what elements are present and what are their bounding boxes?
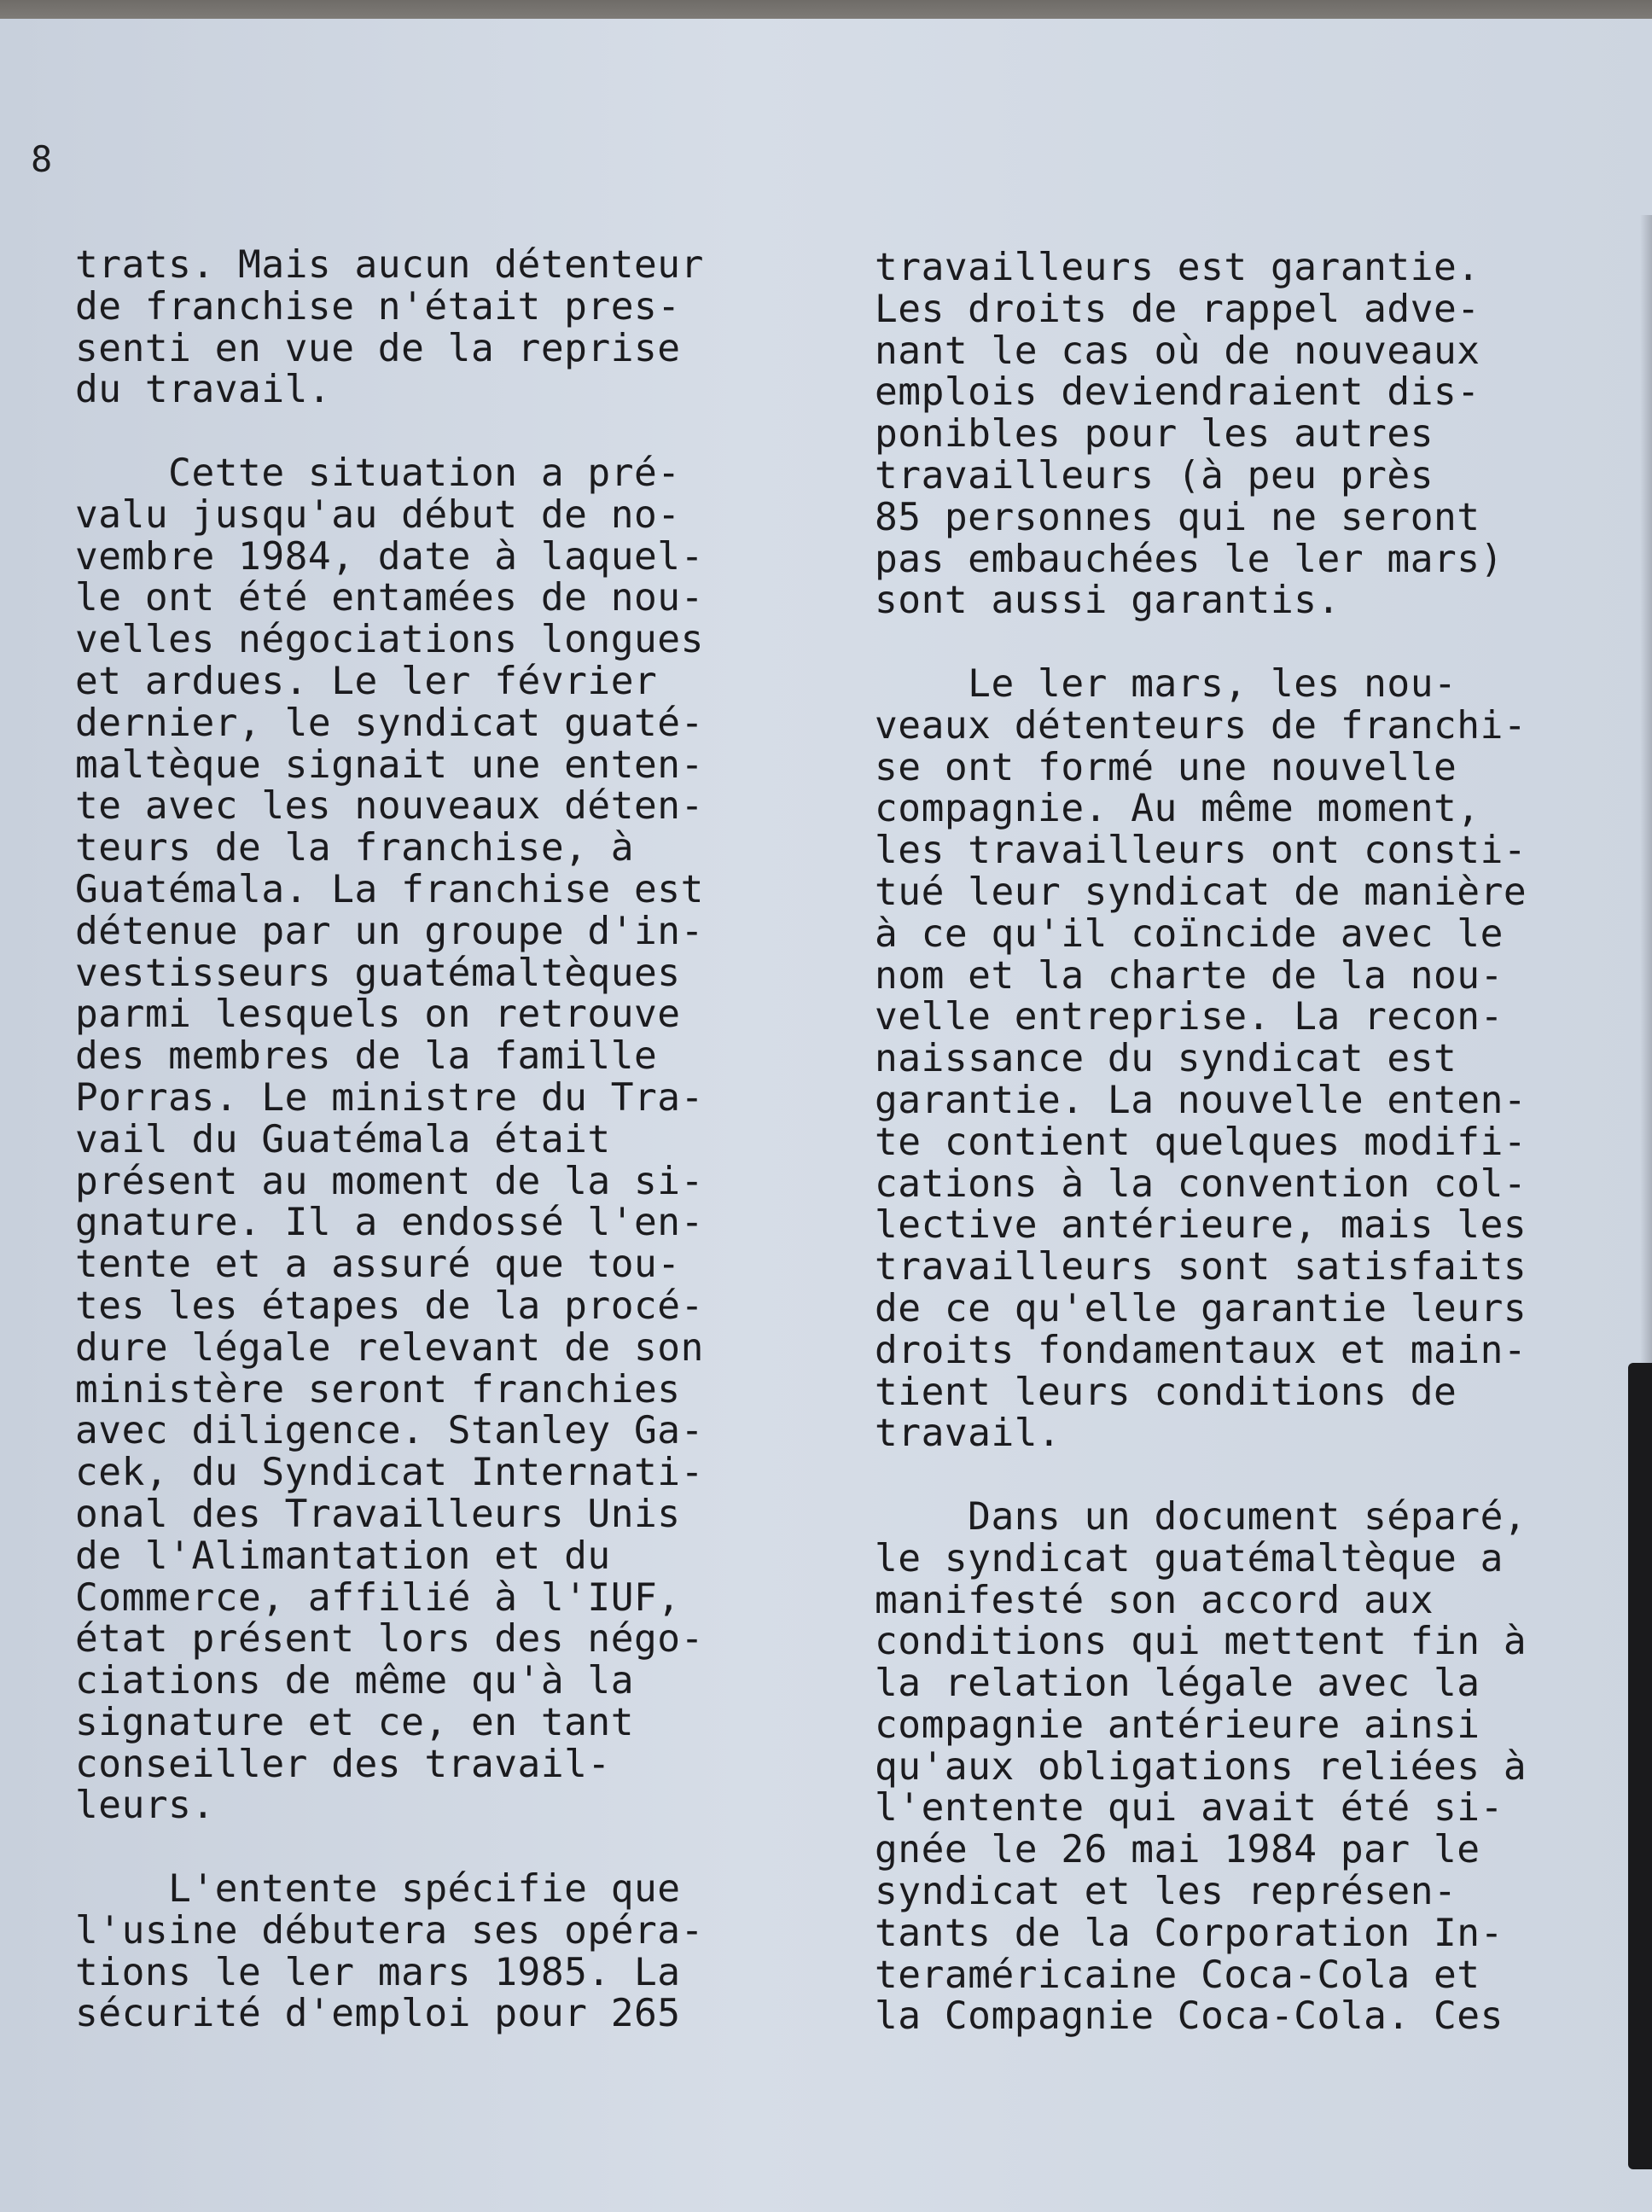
text-line: tants de la Corporation In- xyxy=(875,1911,1504,1955)
text-line: du travail. xyxy=(75,368,332,412)
text-line: naissance du syndicat est xyxy=(875,1037,1457,1081)
text-line: L'entente spécifie que xyxy=(75,1867,681,1912)
text-line: et ardues. Le ler février xyxy=(75,659,658,703)
text-line: Le ler mars, les nou- xyxy=(875,661,1457,706)
text-line: velle entreprise. La recon- xyxy=(875,995,1504,1039)
text-line: veaux détenteurs de franchi- xyxy=(875,703,1527,748)
text-line: Les droits de rappel adve- xyxy=(875,287,1480,331)
text-line: détenue par un groupe d'in- xyxy=(75,909,704,953)
text-line: qu'aux obligations reliées à xyxy=(875,1744,1527,1789)
text-line: valu jusqu'au début de no- xyxy=(75,492,681,537)
text-line: trats. Mais aucun détenteur xyxy=(75,243,704,287)
text-line: de l'Alimantation et du xyxy=(75,1534,611,1578)
page-number: 8 xyxy=(31,138,53,180)
text-line: le syndicat guatémaltèque a xyxy=(875,1536,1504,1580)
text-line: pas embauchées le ler mars) xyxy=(875,537,1504,581)
text-line: le ont été entamées de nou- xyxy=(75,576,704,620)
text-line: tente et a assuré que tou- xyxy=(75,1243,681,1287)
binding-edge-bar xyxy=(1628,1363,1652,2169)
text-line: manifesté son accord aux xyxy=(875,1578,1434,1622)
text-line: nom et la charte de la nou- xyxy=(875,953,1504,998)
text-line: de franchise n'était pres- xyxy=(75,284,681,329)
text-line: vestisseurs guatémaltèques xyxy=(75,951,681,995)
text-line: la Compagnie Coca-Cola. Ces xyxy=(875,1994,1504,2039)
text-line: Commerce, affilié à l'IUF, xyxy=(75,1575,681,1620)
text-line: nant le cas où de nouveaux xyxy=(875,329,1480,373)
text-line: sont aussi garantis. xyxy=(875,579,1341,623)
text-line: compagnie. Au même moment, xyxy=(875,787,1480,831)
text-line: te contient quelques modifi- xyxy=(875,1120,1527,1164)
text-line: gnée le 26 mai 1984 par le xyxy=(875,1828,1480,1872)
paragraph-break xyxy=(875,1455,1527,1497)
text-line: travail. xyxy=(875,1412,1062,1456)
text-line: vembre 1984, date à laquel- xyxy=(75,534,704,579)
left-text-column xyxy=(75,245,704,2035)
text-line: te avec les nouveaux déten- xyxy=(75,784,704,829)
text-line: lective antérieure, mais les xyxy=(875,1203,1527,1248)
text-line: compagnie antérieure ainsi xyxy=(875,1703,1480,1747)
text-line: présent au moment de la si- xyxy=(75,1159,704,1203)
text-line: vail du Guatémala était xyxy=(75,1117,611,1161)
text-line: Cette situation a pré- xyxy=(75,451,681,495)
text-line: syndicat et les représen- xyxy=(875,1870,1457,1914)
text-line: des membres de la famille xyxy=(75,1034,658,1079)
text-line: Dans un document séparé, xyxy=(875,1494,1527,1539)
text-line: tions le ler mars 1985. La xyxy=(75,1950,681,1994)
text-line: travailleurs (à peu près xyxy=(875,453,1434,498)
text-line: parmi lesquels on retrouve xyxy=(75,992,681,1037)
text-line: l'entente qui avait été si- xyxy=(875,1786,1504,1831)
text-line: tes les étapes de la procé- xyxy=(75,1284,704,1328)
text-line: tué leur syndicat de manière xyxy=(875,870,1527,914)
text-line: Guatémala. La franchise est xyxy=(75,867,704,911)
text-line: onal des Travailleurs Unis xyxy=(75,1492,681,1536)
text-line: dernier, le syndicat guaté- xyxy=(75,701,704,745)
document-page xyxy=(0,19,1652,2212)
text-line: dure légale relevant de son xyxy=(75,1325,704,1370)
text-line: signature et ce, en tant xyxy=(75,1700,634,1744)
text-line: droits fondamentaux et main- xyxy=(875,1328,1527,1372)
text-line: velles négociations longues xyxy=(75,618,704,662)
text-line: emplois deviendraient dis- xyxy=(875,370,1480,415)
text-line: la relation légale avec la xyxy=(875,1662,1480,1706)
text-line: avec diligence. Stanley Ga- xyxy=(75,1409,704,1453)
text-line: teurs de la franchise, à xyxy=(75,826,634,870)
text-line: ministère seront franchies xyxy=(75,1367,681,1412)
text-line: sécurité d'emploi pour 265 xyxy=(75,1992,681,2036)
text-line: tient leurs conditions de xyxy=(875,1370,1457,1414)
text-line: ciations de même qu'à la xyxy=(75,1659,634,1703)
text-line: à ce qu'il coïncide avec le xyxy=(875,911,1504,956)
text-line: état présent lors des négo- xyxy=(75,1617,704,1662)
text-line: leurs. xyxy=(75,1784,215,1828)
text-line: Porras. Le ministre du Tra- xyxy=(75,1075,704,1120)
text-line: se ont formé une nouvelle xyxy=(875,745,1457,789)
text-line: maltèque signait une enten- xyxy=(75,742,704,787)
page-edge-shadow xyxy=(1640,215,1652,1410)
text-line: ponibles pour les autres xyxy=(875,412,1434,457)
text-line: travailleurs sont satisfaits xyxy=(875,1245,1527,1289)
text-line: l'usine débutera ses opéra- xyxy=(75,1908,704,1953)
text-line: conseiller des travail- xyxy=(75,1742,611,1786)
text-line: teraméricaine Coca-Cola et xyxy=(875,1953,1480,1997)
text-line: gnature. Il a endossé l'en- xyxy=(75,1201,704,1245)
paragraph-break xyxy=(875,622,1527,664)
text-line: garantie. La nouvelle enten- xyxy=(875,1078,1527,1122)
right-text-column xyxy=(875,247,1527,2038)
paragraph-break xyxy=(75,411,704,453)
text-line: travailleurs est garantie. xyxy=(875,246,1480,289)
text-line: cations à la convention col- xyxy=(875,1161,1527,1206)
text-line: senti en vue de la reprise xyxy=(75,326,681,370)
text-line: conditions qui mettent fin à xyxy=(875,1620,1527,1664)
text-line: les travailleurs ont consti- xyxy=(875,829,1527,873)
text-line: 85 personnes qui ne seront xyxy=(875,495,1480,539)
text-line: cek, du Syndicat Internati- xyxy=(75,1451,704,1495)
text-line: de ce qu'elle garantie leurs xyxy=(875,1286,1527,1330)
paragraph-break xyxy=(75,1827,704,1869)
